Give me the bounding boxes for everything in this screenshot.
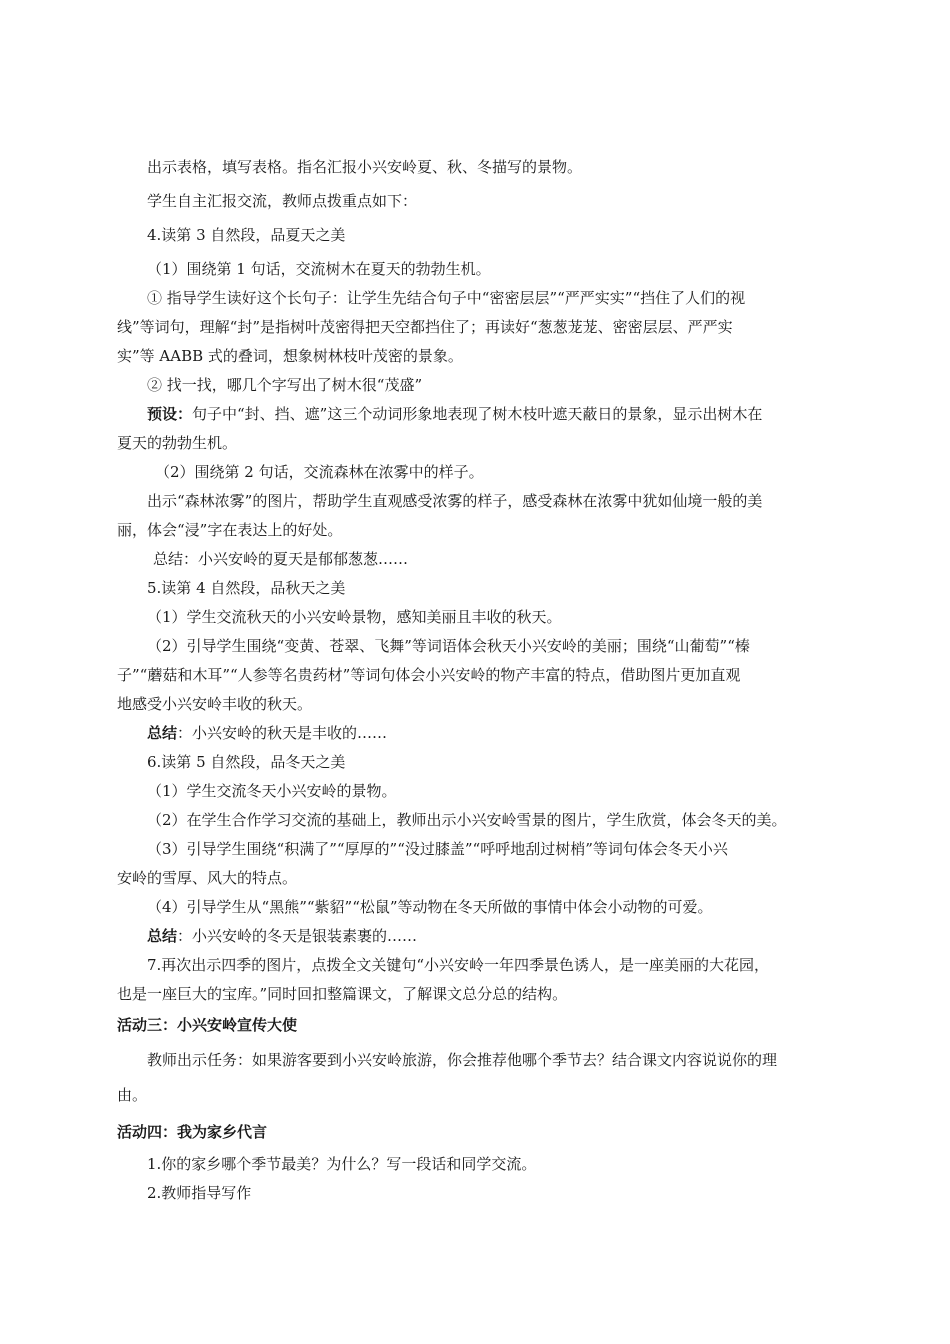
paragraph-line: 出示“森林浓雾”的图片，帮助学生直观感受浓雾的样子，感受森林在浓雾中犹如仙境一般的美 [147,492,763,510]
section-heading-autumn: 5.读第 4 自然段，品秋天之美 [147,579,346,597]
paragraph-text: 句子中“封、挡、遮”这三个动词形象地表现了树木枝叶遮天蔽日的景象，显示出树木在 [192,405,763,423]
section-heading-winter: 6.读第 5 自然段，品冬天之美 [147,753,346,771]
paragraph: （1）学生交流秋天的小兴安岭景物，感知美丽且丰收的秋天。 [147,608,562,626]
label-summary: 总结 [147,927,178,945]
paragraph: （1）学生交流冬天小兴安岭的景物。 [147,782,397,800]
paragraph: （1）围绕第 1 句话，交流树木在夏天的勃勃生机。 [147,260,491,278]
label-preset: 预设： [147,405,193,423]
paragraph: ② 找一找，哪几个字写出了树木很“茂盛” [147,376,423,394]
paragraph-line: 子”“蘑菇和木耳”“人参等名贵药材”等词句体会小兴安岭的物产丰富的特点，借助图片更加直观 [117,666,741,684]
paragraph-line: （3）引导学生围绕“积满了”“厚厚的”“没过膝盖”“呼呼地刮过树梢”等词句体会冬天小兴 [147,840,728,858]
paragraph: 学生自主汇报交流，教师点拨重点如下： [147,192,418,210]
paragraph-text: ：小兴安岭的秋天是丰收的…… [177,724,388,742]
paragraph: （4）引导学生从“黑熊”“紫貂”“松鼠”等动物在冬天所做的事情中体会小动物的可爱。 [147,898,713,916]
activity-four-heading: 活动四：我为家乡代言 [117,1123,268,1141]
paragraph-line: ① 指导学生读好这个长句子：让学生先结合句子中“密密层层”“严严实实”“挡住了人们的视 [147,289,746,307]
paragraph-line: 实”等 AABB 式的叠词，想象树林枝叶茂密的景象。 [117,347,463,365]
paragraph-line: 安岭的雪厚、风大的特点。 [117,869,298,887]
paragraph-line: 丽，体会“浸”字在表达上的好处。 [117,521,343,539]
paragraph-line: 线”等词句，理解“封”是指树叶茂密得把天空都挡住了；再读好“葱葱茏茏、密密层层、严严实 [117,318,733,336]
paragraph-line: 由。 [117,1086,148,1104]
label-summary: 总结 [147,724,178,742]
paragraph [147,719,850,748]
paragraph-line: 教师出示任务：如果游客要到小兴安岭旅游，你会推荐他哪个季节去？结合课文内容说说你的理 [147,1051,778,1069]
paragraph: （2）围绕第 2 句话，交流森林在浓雾中的样子。 [155,463,484,481]
paragraph [147,922,850,951]
paragraph-line: 夏天的勃勃生机。 [117,434,238,452]
paragraph-line: （2）引导学生围绕“变黄、苍翠、飞舞”等词语体会秋天小兴安岭的美丽；围绕“山葡萄”“榛 [147,637,750,655]
paragraph: 出示表格，填写表格。指名汇报小兴安岭夏、秋、冬描写的景物。 [147,158,583,176]
paragraph-text: ：小兴安岭的冬天是银装素裹的…… [177,927,418,945]
list-item: 2.教师指导写作 [147,1184,252,1202]
paragraph-line [147,400,850,429]
paragraph: （2）在学生合作学习交流的基础上，教师出示小兴安岭雪景的图片，学生欣赏，体会冬天的美。 [147,811,787,829]
paragraph-line: 也是一座巨大的宝库。”同时回扣整篇课文，了解课文总分总的结构。 [117,985,568,1003]
paragraph-line: 地感受小兴安岭丰收的秋天。 [117,695,313,713]
list-item: 1.你的家乡哪个季节最美？为什么？写一段话和同学交流。 [147,1155,537,1173]
activity-three-heading: 活动三：小兴安岭宣传大使 [117,1016,298,1034]
section-heading-summer: 4.读第 3 自然段，品夏天之美 [147,226,346,244]
paragraph: 总结：小兴安岭的夏天是郁郁葱葱…… [153,550,409,568]
paragraph-line: 7.再次出示四季的图片，点拨全文关键句“小兴安岭一年四季景色诱人，是一座美丽的大花园， [147,956,769,974]
